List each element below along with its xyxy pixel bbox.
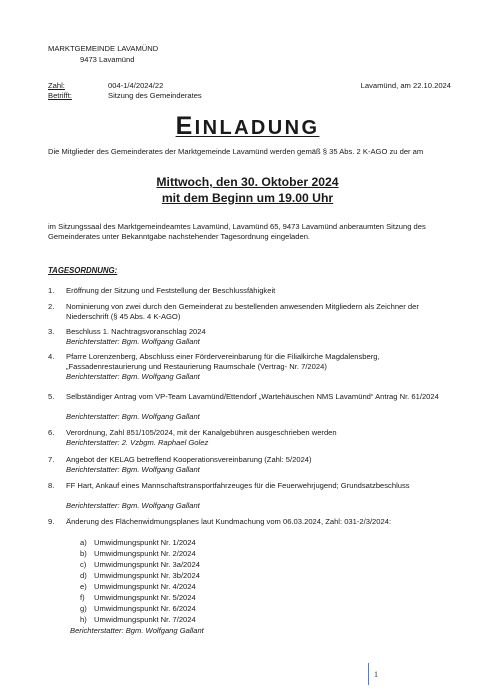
agenda-number: 1. <box>48 286 55 295</box>
agenda-item-text: Änderung des Flächenwidmungsplanes laut Kundmachung vom 06.03.2024, Zahl: 031-2/3/2024: <box>66 517 392 526</box>
meeting-time: mit dem Beginn um 19.00 Uhr <box>161 191 334 205</box>
subitem-text: Umwidmungspunkt Nr. 6/2024 <box>94 604 196 613</box>
subitem-text: Umwidmungspunkt Nr. 4/2024 <box>94 582 196 591</box>
subitem-text: Umwidmungspunkt Nr. 7/2024 <box>94 615 196 624</box>
location-text: im Sitzungssaal des Marktgemeindeamtes Lavamünd, Lavamünd 65, 9473 Lavamünd anberaumten Sitzung des Gemeinderates unter Bekanntgabe nachstehender Tagesordnung eingeladen. <box>48 222 426 241</box>
subitem-text: Umwidmungspunkt Nr. 3b/2024 <box>94 571 200 580</box>
agenda-heading: TAGESORDNUNG: <box>48 266 118 275</box>
agenda-item-text: Pfarre Lorenzenberg, Abschluss einer Fördervereinbarung für die Filialkirche Magdalensberg, „Fassadenrestaurierung und Restaurierung Raumschale (Vertrag- Nr. 7/2024) <box>66 352 380 371</box>
page-number: 1 <box>374 670 378 679</box>
betreff-label: Betrifft: <box>48 91 72 100</box>
subitem-letter: h) <box>80 615 87 624</box>
subitem-text: Umwidmungspunkt Nr. 1/2024 <box>94 538 196 547</box>
org-address: 9473 Lavamünd <box>80 55 135 64</box>
subitem-letter: e) <box>80 582 87 591</box>
agenda-number: 3. <box>48 327 55 336</box>
subitem-letter: c) <box>80 560 87 569</box>
page-title <box>0 112 495 141</box>
subitem-letter: g) <box>80 604 87 613</box>
agenda-item-text: FF Hart, Ankauf eines Mannschaftstransportfahrzeuges für die Feuerwehrjugend; Grundsatzbeschluss <box>66 481 410 490</box>
title-initial: E <box>175 112 195 140</box>
zahl-value: 004-1/4/2024/22 <box>108 81 164 90</box>
agenda-reporter: Berichterstatter: Bgm. Wolfgang Gallant <box>66 501 200 510</box>
subitem-text: Umwidmungspunkt Nr. 5/2024 <box>94 593 196 602</box>
agenda-item-text: Nominierung von zwei durch den Gemeinderat zu bestellenden anwesenden Mitgliedern als Zeichner der Niederschrift (§ 45 Abs. 4 K-AGO) <box>66 302 419 321</box>
meeting-date: Mittwoch, den 30. Oktober 2024 <box>156 175 339 189</box>
agenda-number: 2. <box>48 302 55 311</box>
agenda-reporter: Berichterstatter: 2. Vzbgm. Raphael Golez <box>66 438 209 447</box>
subitem-letter: f) <box>80 593 85 602</box>
agenda-number: 7. <box>48 455 55 464</box>
agenda-reporter: Berichterstatter: Bgm. Wolfgang Gallant <box>66 412 200 421</box>
agenda-reporter: Berichterstatter: Bgm. Wolfgang Gallant <box>70 626 204 635</box>
subitem-letter: a) <box>80 538 87 547</box>
subitem-letter: d) <box>80 571 87 580</box>
agenda-item-text: Selbständiger Antrag vom VP-Team Lavamünd/Ettendorf „Wartehäuschen NMS Lavamünd“ Antrag Nr. 61/2024 <box>66 392 439 401</box>
agenda-reporter: Berichterstatter: Bgm. Wolfgang Gallant <box>66 465 200 474</box>
subitem-letter: b) <box>80 549 87 558</box>
subitem-text: Umwidmungspunkt Nr. 2/2024 <box>94 549 196 558</box>
agenda-item-text: Verordnung, Zahl 851/105/2024, mit der Kanalgebühren ausgeschrieben werden <box>66 428 337 437</box>
agenda-number: 6. <box>48 428 55 437</box>
place-date: Lavamünd, am 22.10.2024 <box>360 81 451 90</box>
title-rest: INLADUNG <box>194 117 320 139</box>
agenda-number: 4. <box>48 352 55 361</box>
subitem-text: Umwidmungspunkt Nr. 3a/2024 <box>94 560 200 569</box>
agenda-item-text: Eröffnung der Sitzung und Feststellung der Beschlussfähigkeit <box>66 286 276 295</box>
org-name: MARKTGEMEINDE LAVAMÜND <box>48 44 159 53</box>
agenda-number: 8. <box>48 481 55 490</box>
agenda-reporter: Berichterstatter: Bgm. Wolfgang Gallant <box>66 372 200 381</box>
agenda-item-text: Angebot der KELAG betreffend Kooperationsvereinbarung (Zahl: 5/2024) <box>66 455 312 464</box>
agenda-number: 5. <box>48 392 55 401</box>
zahl-label: Zahl: <box>48 81 65 90</box>
page-marker-line <box>368 663 369 685</box>
intro-text: Die Mitglieder des Gemeinderates der Marktgemeinde Lavamünd werden gemäß § 35 Abs. 2 K-AGO zu der am <box>48 147 424 156</box>
betreff-value: Sitzung des Gemeinderates <box>108 91 202 100</box>
agenda-item-text: Beschluss 1. Nachtragsvoranschlag 2024 <box>66 327 206 336</box>
agenda-number: 9. <box>48 517 55 526</box>
agenda-reporter: Berichterstatter: Bgm. Wolfgang Gallant <box>66 337 200 346</box>
